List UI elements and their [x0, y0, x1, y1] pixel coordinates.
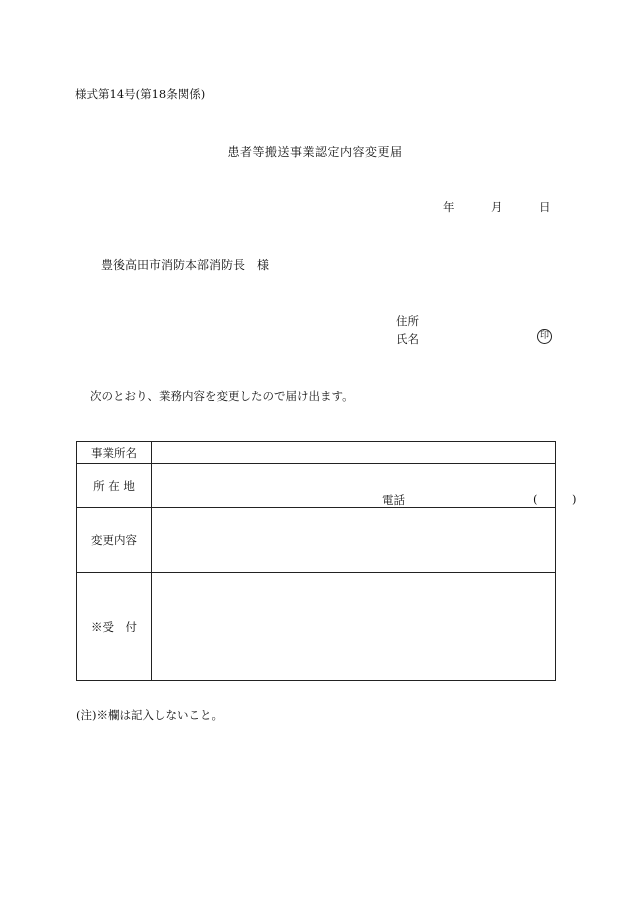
receipt-field — [152, 573, 555, 680]
location-label: 所 在 地 — [77, 464, 152, 507]
form-number: 様式第14号(第18条関係) — [75, 87, 206, 101]
document-title: 患者等搬送事業認定内容変更届 — [227, 145, 403, 159]
form-table — [76, 441, 577, 681]
office-name-field[interactable] — [152, 442, 555, 463]
date-year-label: 年 — [443, 200, 455, 214]
footnote: (注)※欄は記入しないこと。 — [76, 708, 223, 722]
change-content-field[interactable] — [152, 508, 555, 572]
office-name-row — [77, 442, 555, 464]
phone-paren-close: ) — [572, 492, 577, 506]
address-label: 住所 — [396, 314, 419, 328]
location-field[interactable] — [152, 464, 577, 507]
change-content-row — [77, 508, 555, 573]
office-name-label: 事業所名 — [77, 442, 152, 463]
phone-label: 電話 — [382, 493, 405, 507]
addressee: 豊後高田市消防本部消防長 様 — [101, 258, 270, 272]
statement-text: 次のとおり、業務内容を変更したので届け出ます。 — [90, 389, 354, 403]
location-row — [77, 464, 577, 508]
receipt-label: ※受 付 — [77, 573, 152, 680]
phone-paren-open: ( — [533, 492, 538, 506]
change-content-label: 変更内容 — [77, 508, 152, 572]
date-month-label: 月 — [491, 200, 503, 214]
name-label: 氏名 — [396, 332, 419, 346]
receipt-row — [77, 573, 555, 680]
date-day-label: 日 — [539, 200, 551, 214]
seal-mark: 印 — [537, 329, 552, 344]
